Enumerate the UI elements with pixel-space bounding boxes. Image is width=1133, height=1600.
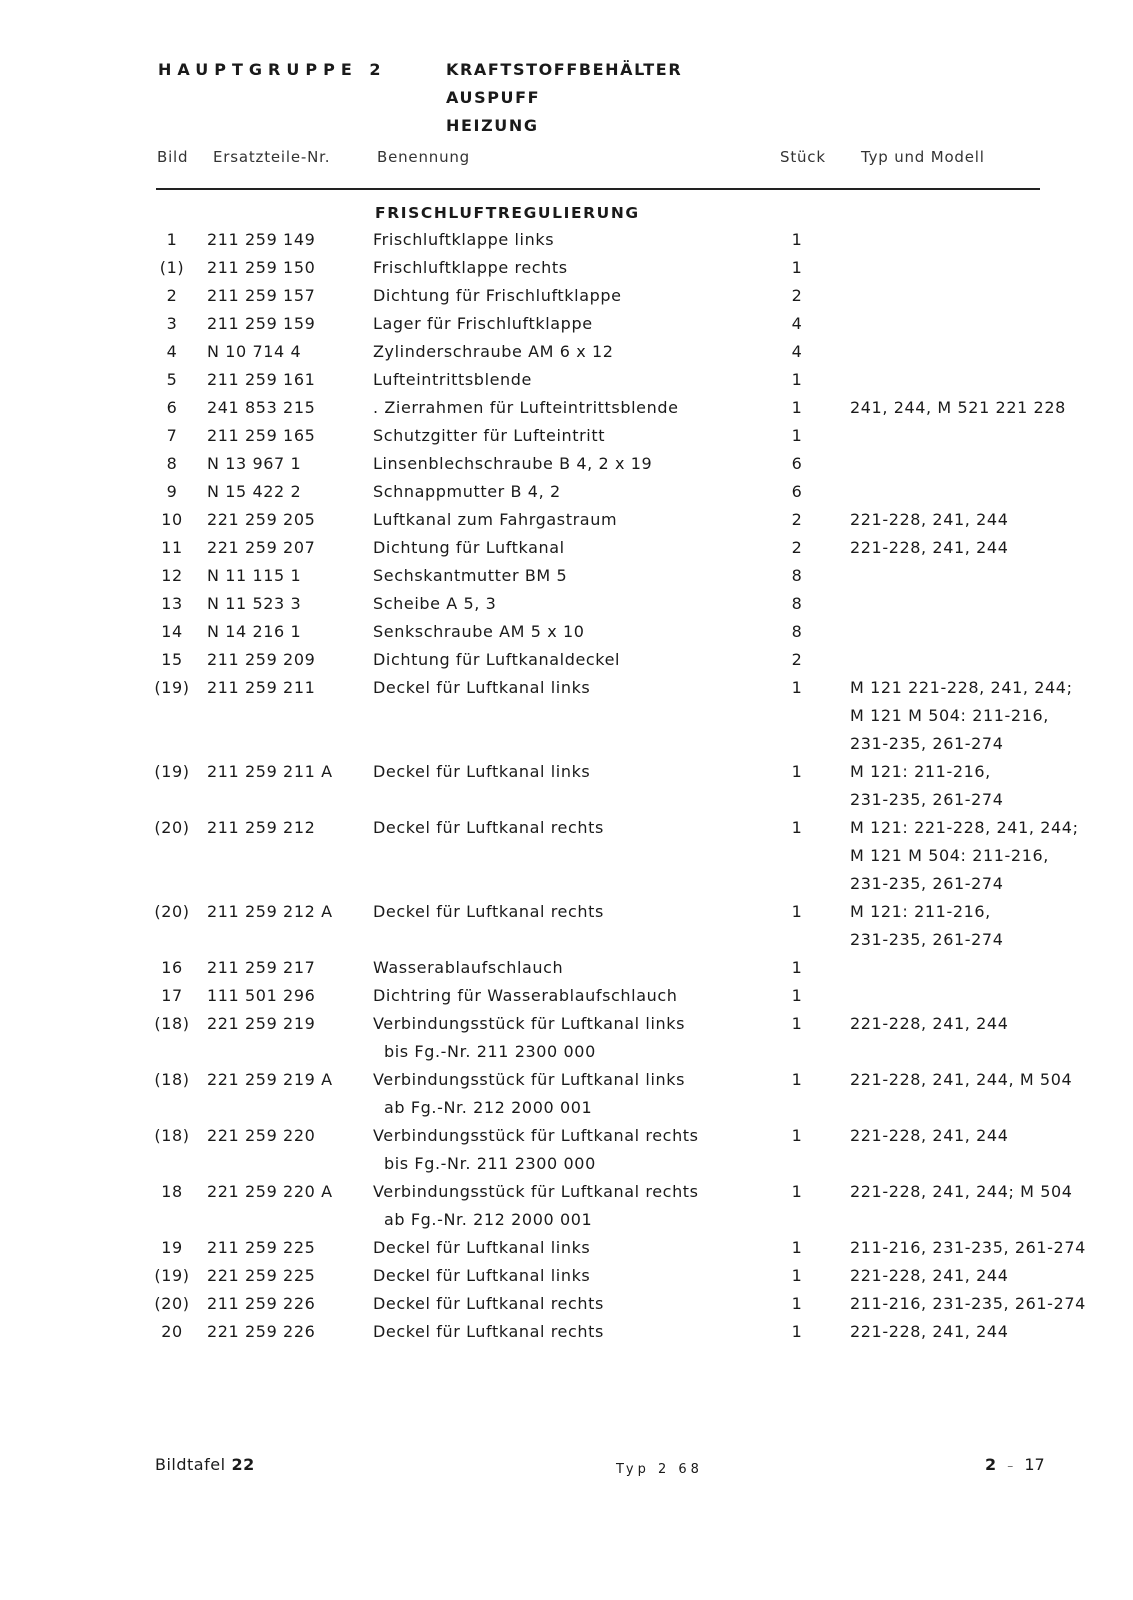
bild-cell: 17: [161, 986, 183, 1005]
table-row: [0, 758, 1133, 814]
bild-cell: 3: [166, 314, 178, 333]
bildtafel-number: 22: [231, 1455, 255, 1474]
model-cell: 221-228, 241, 244: [850, 1126, 1009, 1145]
footer-typ: Typ 2 68: [616, 1462, 703, 1477]
bildtafel-label: Bildtafel: [155, 1455, 226, 1474]
description-cell: Deckel für Luftkanal links: [373, 1266, 591, 1285]
bild-cell: (20): [154, 818, 190, 837]
model-cell-continued: 231-235, 261-274: [850, 790, 1004, 809]
table-row: [0, 1010, 1133, 1066]
part-number-cell: N 11 523 3: [207, 594, 302, 613]
table-row: [0, 618, 1133, 646]
model-cell: 221-228, 241, 244: [850, 1266, 1009, 1285]
description-cell: Verbindungsstück für Luftkanal rechts: [373, 1126, 699, 1145]
table-row: [0, 310, 1133, 338]
quantity-cell: 8: [791, 566, 803, 585]
table-row: [0, 590, 1133, 618]
quantity-cell: 2: [791, 286, 803, 305]
table-row: [0, 898, 1133, 954]
quantity-cell: 2: [791, 510, 803, 529]
footer-bildtafel: [155, 1455, 255, 1474]
part-number-cell: 221 259 219: [207, 1014, 316, 1033]
description-cell: Dichtung für Luftkanaldeckel: [373, 650, 621, 669]
model-cell: 221-228, 241, 244, M 504: [850, 1070, 1073, 1089]
bild-cell: 18: [161, 1182, 183, 1201]
description-cell: Dichtring für Wasserablaufschlauch: [373, 986, 678, 1005]
table-row: [0, 1122, 1133, 1178]
description-cell: Verbindungsstück für Luftkanal links: [373, 1070, 686, 1089]
column-header-bild: Bild: [157, 148, 189, 166]
description-cell: Verbindungsstück für Luftkanal links: [373, 1014, 686, 1033]
section-heading: FRISCHLUFTREGULIERUNG: [375, 204, 640, 222]
table-row: [0, 506, 1133, 534]
bild-cell: (18): [154, 1014, 190, 1033]
chassis-range-note: bis Fg.-Nr. 211 2300 000: [384, 1154, 596, 1173]
table-row: [0, 1178, 1133, 1234]
quantity-cell: 1: [791, 1238, 803, 1257]
bild-cell: 9: [166, 482, 178, 501]
model-cell: 221-228, 241, 244: [850, 510, 1009, 529]
part-number-cell: 111 501 296: [207, 986, 316, 1005]
quantity-cell: 6: [791, 482, 803, 501]
part-number-cell: 221 259 220: [207, 1126, 316, 1145]
description-cell: Deckel für Luftkanal links: [373, 1238, 591, 1257]
description-cell: Schnappmutter B 4, 2: [373, 482, 561, 501]
part-number-cell: 211 259 211 A: [207, 762, 333, 781]
model-cell: M 121 221-228, 241, 244;: [850, 678, 1073, 697]
table-row: [0, 982, 1133, 1010]
quantity-cell: 8: [791, 594, 803, 613]
bild-cell: (20): [154, 1294, 190, 1313]
model-cell: 211-216, 231-235, 261-274: [850, 1238, 1086, 1257]
bild-cell: 16: [161, 958, 183, 977]
description-cell: Sechskantmutter BM 5: [373, 566, 568, 585]
column-header-stueck: Stück: [780, 148, 826, 166]
part-number-cell: 221 259 207: [207, 538, 316, 557]
part-number-cell: 221 259 205: [207, 510, 316, 529]
quantity-cell: 1: [791, 678, 803, 697]
model-cell: M 121: 211-216,: [850, 762, 991, 781]
description-cell: Frischluftklappe links: [373, 230, 555, 249]
description-cell: Frischluftklappe rechts: [373, 258, 568, 277]
model-cell: M 121: 221-228, 241, 244;: [850, 818, 1079, 837]
description-cell: Deckel für Luftkanal rechts: [373, 1294, 604, 1313]
bild-cell: (19): [154, 762, 190, 781]
table-row: [0, 674, 1133, 758]
description-cell: Deckel für Luftkanal rechts: [373, 818, 604, 837]
table-row: [0, 954, 1133, 982]
description-cell: Verbindungsstück für Luftkanal rechts: [373, 1182, 699, 1201]
bild-cell: 6: [166, 398, 178, 417]
quantity-cell: 1: [791, 370, 803, 389]
table-row: [0, 366, 1133, 394]
table-row: [0, 282, 1133, 310]
bild-cell: 10: [161, 510, 183, 529]
table-row: [0, 1290, 1133, 1318]
table-row: [0, 338, 1133, 366]
part-number-cell: 211 259 225: [207, 1238, 316, 1257]
table-row: [0, 1234, 1133, 1262]
table-row: [0, 1262, 1133, 1290]
table-row: [0, 562, 1133, 590]
quantity-cell: 1: [791, 818, 803, 837]
model-cell: 241, 244, M 521 221 228: [850, 398, 1066, 417]
quantity-cell: 2: [791, 538, 803, 557]
title-line-1: KRAFTSTOFFBEHÄLTER: [446, 60, 683, 79]
bild-cell: (1): [159, 258, 185, 277]
bild-cell: (19): [154, 1266, 190, 1285]
bild-cell: (19): [154, 678, 190, 697]
chassis-range-note: bis Fg.-Nr. 211 2300 000: [384, 1042, 596, 1061]
table-row: [0, 226, 1133, 254]
quantity-cell: 1: [791, 1126, 803, 1145]
part-number-cell: 211 259 159: [207, 314, 316, 333]
chassis-range-note: ab Fg.-Nr. 212 2000 001: [384, 1210, 593, 1229]
description-cell: Dichtung für Frischluftklappe: [373, 286, 622, 305]
bild-cell: 12: [161, 566, 183, 585]
title-line-3: HEIZUNG: [446, 116, 539, 135]
quantity-cell: 1: [791, 230, 803, 249]
part-number-cell: 211 259 212 A: [207, 902, 333, 921]
model-cell: 221-228, 241, 244: [850, 1014, 1009, 1033]
description-cell: Lufteintrittsblende: [373, 370, 532, 389]
title-line-2: AUSPUFF: [446, 88, 541, 107]
bild-cell: (20): [154, 902, 190, 921]
bild-cell: 14: [161, 622, 183, 641]
bild-cell: 2: [166, 286, 178, 305]
part-number-cell: 211 259 165: [207, 426, 316, 445]
description-cell: Lager für Frischluftklappe: [373, 314, 593, 333]
quantity-cell: 6: [791, 454, 803, 473]
bild-cell: (18): [154, 1126, 190, 1145]
bild-cell: 1: [166, 230, 178, 249]
description-cell: Deckel für Luftkanal links: [373, 762, 591, 781]
page-separator: –: [1007, 1459, 1014, 1473]
table-row: [0, 478, 1133, 506]
table-row: [0, 646, 1133, 674]
bild-cell: 5: [166, 370, 178, 389]
model-cell: 221-228, 241, 244: [850, 1322, 1009, 1341]
quantity-cell: 1: [791, 398, 803, 417]
table-row: [0, 1066, 1133, 1122]
group-heading: HAUPTGRUPPE 2: [158, 60, 387, 79]
column-header-nr: Ersatzteile-Nr.: [213, 148, 331, 166]
part-number-cell: 211 259 209: [207, 650, 316, 669]
model-cell: 221-228, 241, 244: [850, 538, 1009, 557]
chassis-range-note: ab Fg.-Nr. 212 2000 001: [384, 1098, 593, 1117]
description-cell: Senkschraube AM 5 x 10: [373, 622, 585, 641]
quantity-cell: 1: [791, 902, 803, 921]
table-row: [0, 450, 1133, 478]
bild-cell: 8: [166, 454, 178, 473]
description-cell: Linsenblechschraube B 4, 2 x 19: [373, 454, 653, 473]
quantity-cell: 1: [791, 1294, 803, 1313]
model-cell: 221-228, 241, 244; M 504: [850, 1182, 1073, 1201]
table-row: [0, 814, 1133, 898]
description-cell: Schutzgitter für Lufteintritt: [373, 426, 606, 445]
part-number-cell: N 10 714 4: [207, 342, 302, 361]
description-cell: . Zierrahmen für Lufteintrittsblende: [373, 398, 679, 417]
table-row: [0, 254, 1133, 282]
quantity-cell: 1: [791, 986, 803, 1005]
model-cell-continued: 231-235, 261-274: [850, 930, 1004, 949]
part-number-cell: N 15 422 2: [207, 482, 302, 501]
bild-cell: 19: [161, 1238, 183, 1257]
model-cell-continued: M 121 M 504: 211-216,: [850, 706, 1049, 725]
table-row: [0, 422, 1133, 450]
quantity-cell: 1: [791, 1014, 803, 1033]
page-group: 2: [985, 1455, 997, 1474]
part-number-cell: 241 853 215: [207, 398, 316, 417]
bild-cell: 11: [161, 538, 183, 557]
quantity-cell: 4: [791, 342, 803, 361]
part-number-cell: 211 259 149: [207, 230, 316, 249]
quantity-cell: 1: [791, 762, 803, 781]
description-cell: Deckel für Luftkanal rechts: [373, 1322, 604, 1341]
header-divider: [156, 188, 1040, 190]
bild-cell: 13: [161, 594, 183, 613]
description-cell: Deckel für Luftkanal rechts: [373, 902, 604, 921]
description-cell: Luftkanal zum Fahrgastraum: [373, 510, 618, 529]
part-number-cell: N 14 216 1: [207, 622, 302, 641]
table-row: [0, 394, 1133, 422]
part-number-cell: 211 259 211: [207, 678, 316, 697]
part-number-cell: 211 259 157: [207, 286, 316, 305]
quantity-cell: 1: [791, 258, 803, 277]
quantity-cell: 1: [791, 1070, 803, 1089]
bild-cell: 20: [161, 1322, 183, 1341]
part-number-cell: N 11 115 1: [207, 566, 302, 585]
quantity-cell: 4: [791, 314, 803, 333]
quantity-cell: 1: [791, 1322, 803, 1341]
page-number: 17: [1024, 1455, 1045, 1474]
quantity-cell: 2: [791, 650, 803, 669]
description-cell: Dichtung für Luftkanal: [373, 538, 565, 557]
model-cell: M 121: 211-216,: [850, 902, 991, 921]
part-number-cell: 221 259 219 A: [207, 1070, 333, 1089]
footer-page: [985, 1455, 1045, 1474]
quantity-cell: 1: [791, 958, 803, 977]
part-number-cell: 211 259 150: [207, 258, 316, 277]
part-number-cell: 221 259 225: [207, 1266, 316, 1285]
quantity-cell: 1: [791, 1266, 803, 1285]
column-header-typ: Typ und Modell: [861, 148, 985, 166]
bild-cell: (18): [154, 1070, 190, 1089]
column-header-benennung: Benennung: [377, 148, 471, 166]
bild-cell: 7: [166, 426, 178, 445]
model-cell-continued: 231-235, 261-274: [850, 734, 1004, 753]
part-number-cell: 211 259 217: [207, 958, 316, 977]
part-number-cell: 221 259 220 A: [207, 1182, 333, 1201]
part-number-cell: N 13 967 1: [207, 454, 302, 473]
model-cell-continued: 231-235, 261-274: [850, 874, 1004, 893]
part-number-cell: 211 259 226: [207, 1294, 316, 1313]
description-cell: Wasserablaufschlauch: [373, 958, 564, 977]
table-row: [0, 1318, 1133, 1346]
quantity-cell: 8: [791, 622, 803, 641]
model-cell-continued: M 121 M 504: 211-216,: [850, 846, 1049, 865]
bild-cell: 15: [161, 650, 183, 669]
description-cell: Zylinderschraube AM 6 x 12: [373, 342, 614, 361]
description-cell: Deckel für Luftkanal links: [373, 678, 591, 697]
description-cell: Scheibe A 5, 3: [373, 594, 497, 613]
part-number-cell: 221 259 226: [207, 1322, 316, 1341]
quantity-cell: 1: [791, 1182, 803, 1201]
bild-cell: 4: [166, 342, 178, 361]
quantity-cell: 1: [791, 426, 803, 445]
table-row: [0, 534, 1133, 562]
part-number-cell: 211 259 212: [207, 818, 316, 837]
parts-list: [0, 226, 1133, 1346]
part-number-cell: 211 259 161: [207, 370, 316, 389]
model-cell: 211-216, 231-235, 261-274: [850, 1294, 1086, 1313]
